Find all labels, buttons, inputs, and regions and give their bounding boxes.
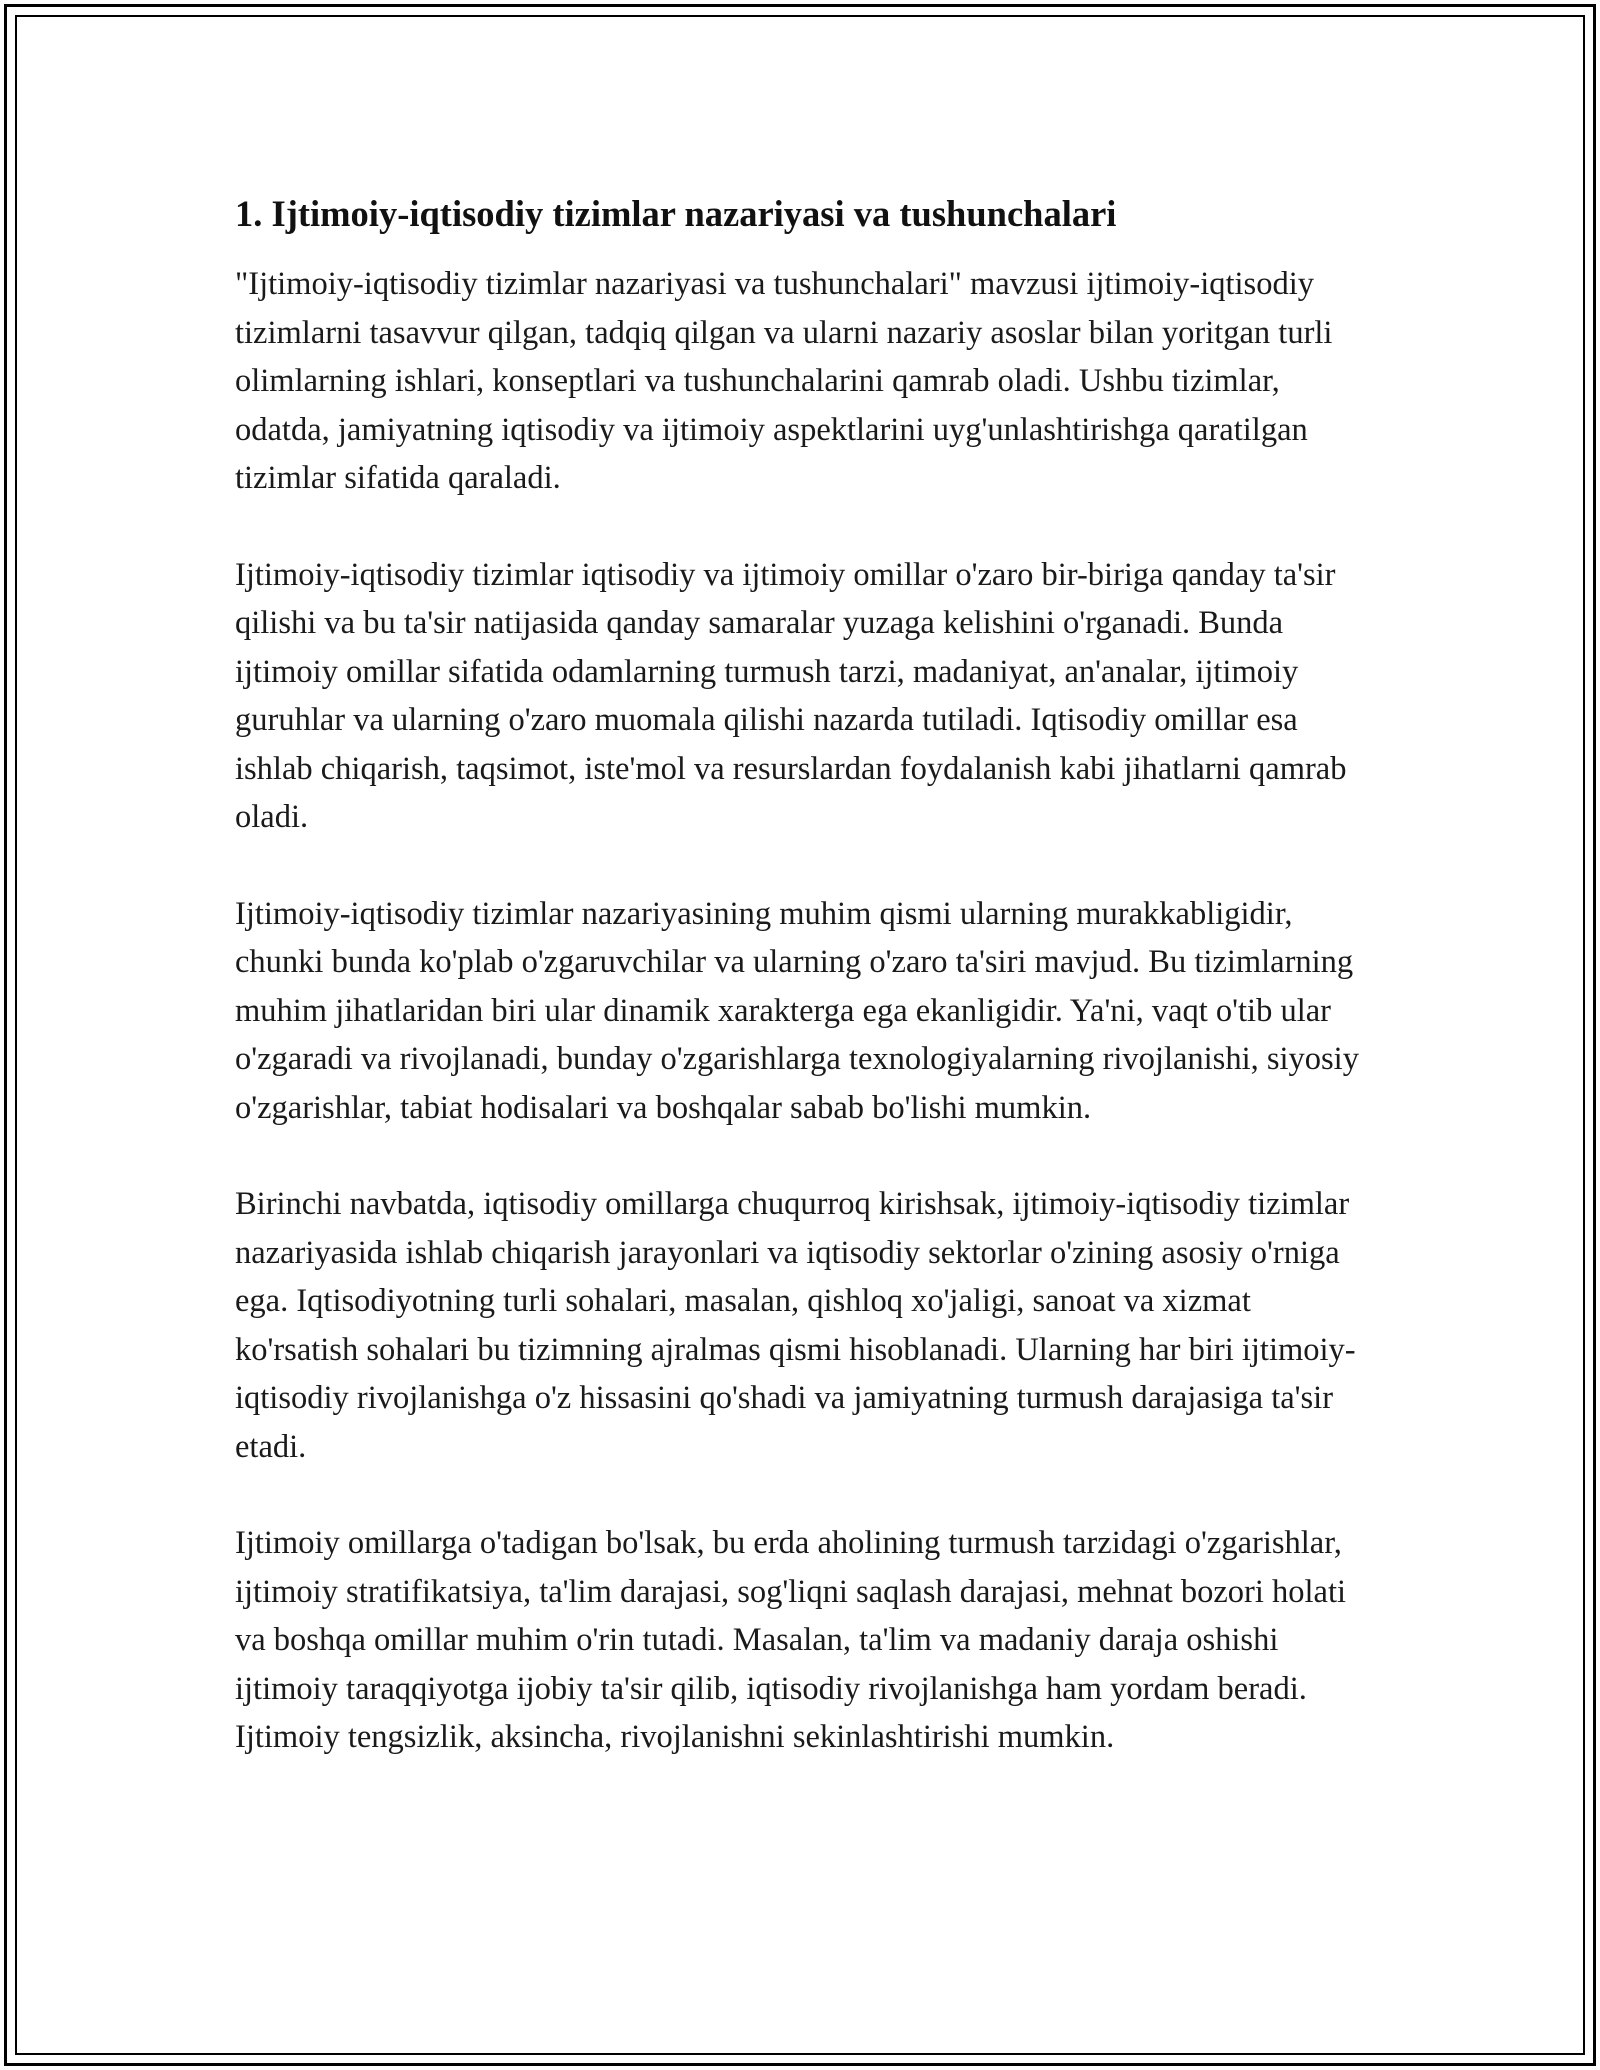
- paragraph-4: Birinchi navbatda, iqtisodiy omillarga chuqurroq kirishsak, ijtimoiy-iqtisodiy tizimlar nazariyasida ishlab chiqarish jarayonlari va iqtisodiy sektorlar o'zining asosiy o'rniga ega. Iqtisodiyotning turli sohalari, masalan, qishloq xo'jaligi, sanoat va xizmat ko'rsatish sohalari bu tizimning ajralmas qismi hisoblanadi. Ularning har biri ijtimoiy-iqtisodiy rivojlanishga o'z hissasini qo'shadi va jamiyatning turmush darajasiga ta'sir etadi.: [235, 1186, 1356, 1465]
- document-body: [235, 186, 1375, 1810]
- paragraph-3: Ijtimoiy-iqtisodiy tizimlar nazariyasining muhim qismi ularning murakkabligidir, chunki bunda ko'plab o'zgaruvchilar va ularning o'zaro ta'siri mavjud. Bu tizimlarning muhim jihatlaridan biri ular dinamik xarakterga ega ekanligidir. Ya'ni, vaqt o'tib ular o'zgaradi va rivojlanadi, bunday o'zgarishlarga texnologiyalarning rivojlanishi, siyosiy o'zgarishlar, tabiat hodisalari va boshqalar sabab bo'lishi mumkin.: [235, 895, 1359, 1126]
- paragraph-1: "Ijtimoiy-iqtisodiy tizimlar nazariyasi va tushunchalari" mavzusi ijtimoiy-iqtisodiy tizimlarni tasavvur qilgan, tadqiq qilgan va ularni nazariy asoslar bilan yoritgan turli olimlarning ishlari, konseptlari va tushunchalarini qamrab oladi. Ushbu tizimlar, odatda, jamiyatning iqtisodiy va ijtimoiy aspektlarini uyg'unlashtirishga qaratilgan tizimlar sifatida qaraladi.: [235, 266, 1333, 496]
- paragraph-2: Ijtimoiy-iqtisodiy tizimlar iqtisodiy va ijtimoiy omillar o'zaro bir-biriga qanday ta'sir qilishi va bu ta'sir natijasida qanday samaralar yuzaga kelishini o'rganadi. Bunda ijtimoiy omillar sifatida odamlarning turmush tarzi, madaniyat, an'analar, ijtimoiy guruhlar va ularning o'zaro muomala qilishi nazarda tutiladi. Iqtisodiy omillar esa ishlab chiqarish, taqsimot, iste'mol va resurslardan foydalanish kabi jihatlarni qamrab oladi.: [235, 556, 1347, 835]
- paragraph-5: Ijtimoiy omillarga o'tadigan bo'lsak, bu erda aholining turmush tarzidagi o'zgarishlar, ijtimoiy stratifikatsiya, ta'lim darajasi, sog'liqni saqlash darajasi, mehnat bozori holati va boshqa omillar muhim o'rin tutadi. Masalan, ta'lim va madaniy daraja oshishi ijtimoiy taraqqiyotga ijobiy ta'sir qilib, iqtisodiy rivojlanishga ham yordam beradi. Ijtimoiy tengsizlik, aksincha, rivojlanishni sekinlashtirishi mumkin.: [235, 1525, 1347, 1755]
- document-title: 1. Ijtimoiy-iqtisodiy tizimlar nazariyasi va tushunchalari: [235, 193, 1117, 234]
